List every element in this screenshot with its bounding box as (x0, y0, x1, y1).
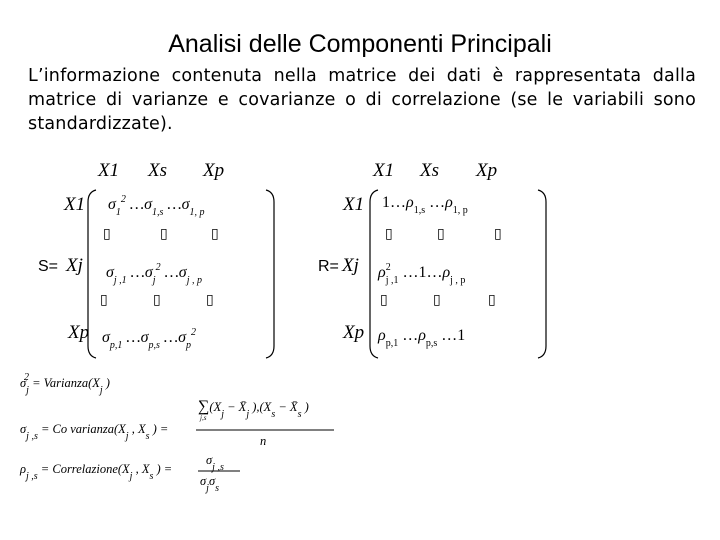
row-label-x1: X1 (64, 194, 86, 215)
vdots: ▯ (380, 292, 388, 308)
covariance-denominator: n (260, 434, 267, 448)
vdots: ▯ (437, 226, 445, 242)
row-label-xp: Xp (343, 322, 365, 343)
col-header-xp: Xp (476, 160, 498, 181)
matrix-s-row-2: $\sigma_{j ,1}$ $\dots\sigma_j^2$ $\dots\sigma_{j , p}$ (106, 262, 202, 286)
col-header-xs: Xs (420, 160, 439, 181)
covariance-fraction-bar (196, 428, 336, 432)
matrix-s-row-1: $\sigma_1^2$ $\dots\sigma_{1,s}$ $\dots\sigma_{1, p}$ (108, 194, 205, 218)
page-title: Analisi delle Componenti Principali (168, 30, 552, 58)
vdots: ▯ (160, 226, 168, 242)
col-header-x1: X1 (98, 160, 120, 181)
sum-index: j,s (200, 414, 207, 422)
correlation-denominator: $\sigma_j\sigma_s$ (200, 474, 220, 494)
vdots: ▯ (153, 292, 161, 308)
vdots: ▯ (494, 226, 502, 242)
row-label-xj: Xj (342, 255, 359, 276)
vdots: ▯ (100, 292, 108, 308)
correlation-fraction-bar (198, 469, 242, 473)
col-header-x1: X1 (373, 160, 395, 181)
matrix-r-name: R= (318, 258, 339, 275)
matrix-r-row-2: $\rho^2_{j ,1}$ $\dots 1\dots\rho_{j , p}$ (378, 262, 466, 286)
matrix-r-row-3: $\rho_{p,1}$ $\dots\rho_{p,s}$ …1 (378, 327, 466, 349)
covariance-numerator: $\sum(X_j$ − $X̄_j$ )$,(X_s$ − $X̄_s$ ) (198, 398, 309, 420)
col-header-xs: Xs (148, 160, 167, 181)
vdots: ▯ (433, 292, 441, 308)
vdots: ▯ (385, 226, 393, 242)
col-header-xp: Xp (203, 160, 225, 181)
variance-formula: $\sigma_j^2$ = $Varianza(X_j$ ) (20, 372, 110, 396)
description-paragraph: L’informazione contenuta nella matrice dei dati è rappresentata dalla matrice di varianze e covarianze o di correlazione (se le variabili sono standardizzate). (28, 66, 696, 134)
vdots: ▯ (488, 292, 496, 308)
vdots: ▯ (103, 226, 111, 242)
row-label-xp: Xp (68, 322, 90, 343)
vdots: ▯ (206, 292, 214, 308)
covariance-formula: $\sigma_{j ,s} = Co$ $varianza(X_j$ , $X_s$ ) = (20, 422, 169, 442)
vdots: ▯ (211, 226, 219, 242)
matrix-s-row-3: $\sigma_{p,1}$ $\dots\sigma_{p,s}$ $\dots\sigma_p^2$ (102, 327, 197, 351)
correlation-formula: $\rho_{j ,s}$ = $Correlazione(X_j$ , $X_s$ ) = (20, 462, 173, 482)
correlation-numerator: $\sigma_{j ,s}$ (206, 453, 224, 473)
matrix-r-row-1: $1\dots\rho_{1,s}$ $\dots\rho_{1, p}$ (382, 194, 468, 216)
row-label-xj: Xj (66, 255, 83, 276)
row-label-x1: X1 (343, 194, 365, 215)
matrix-s-name: S= (38, 258, 59, 275)
